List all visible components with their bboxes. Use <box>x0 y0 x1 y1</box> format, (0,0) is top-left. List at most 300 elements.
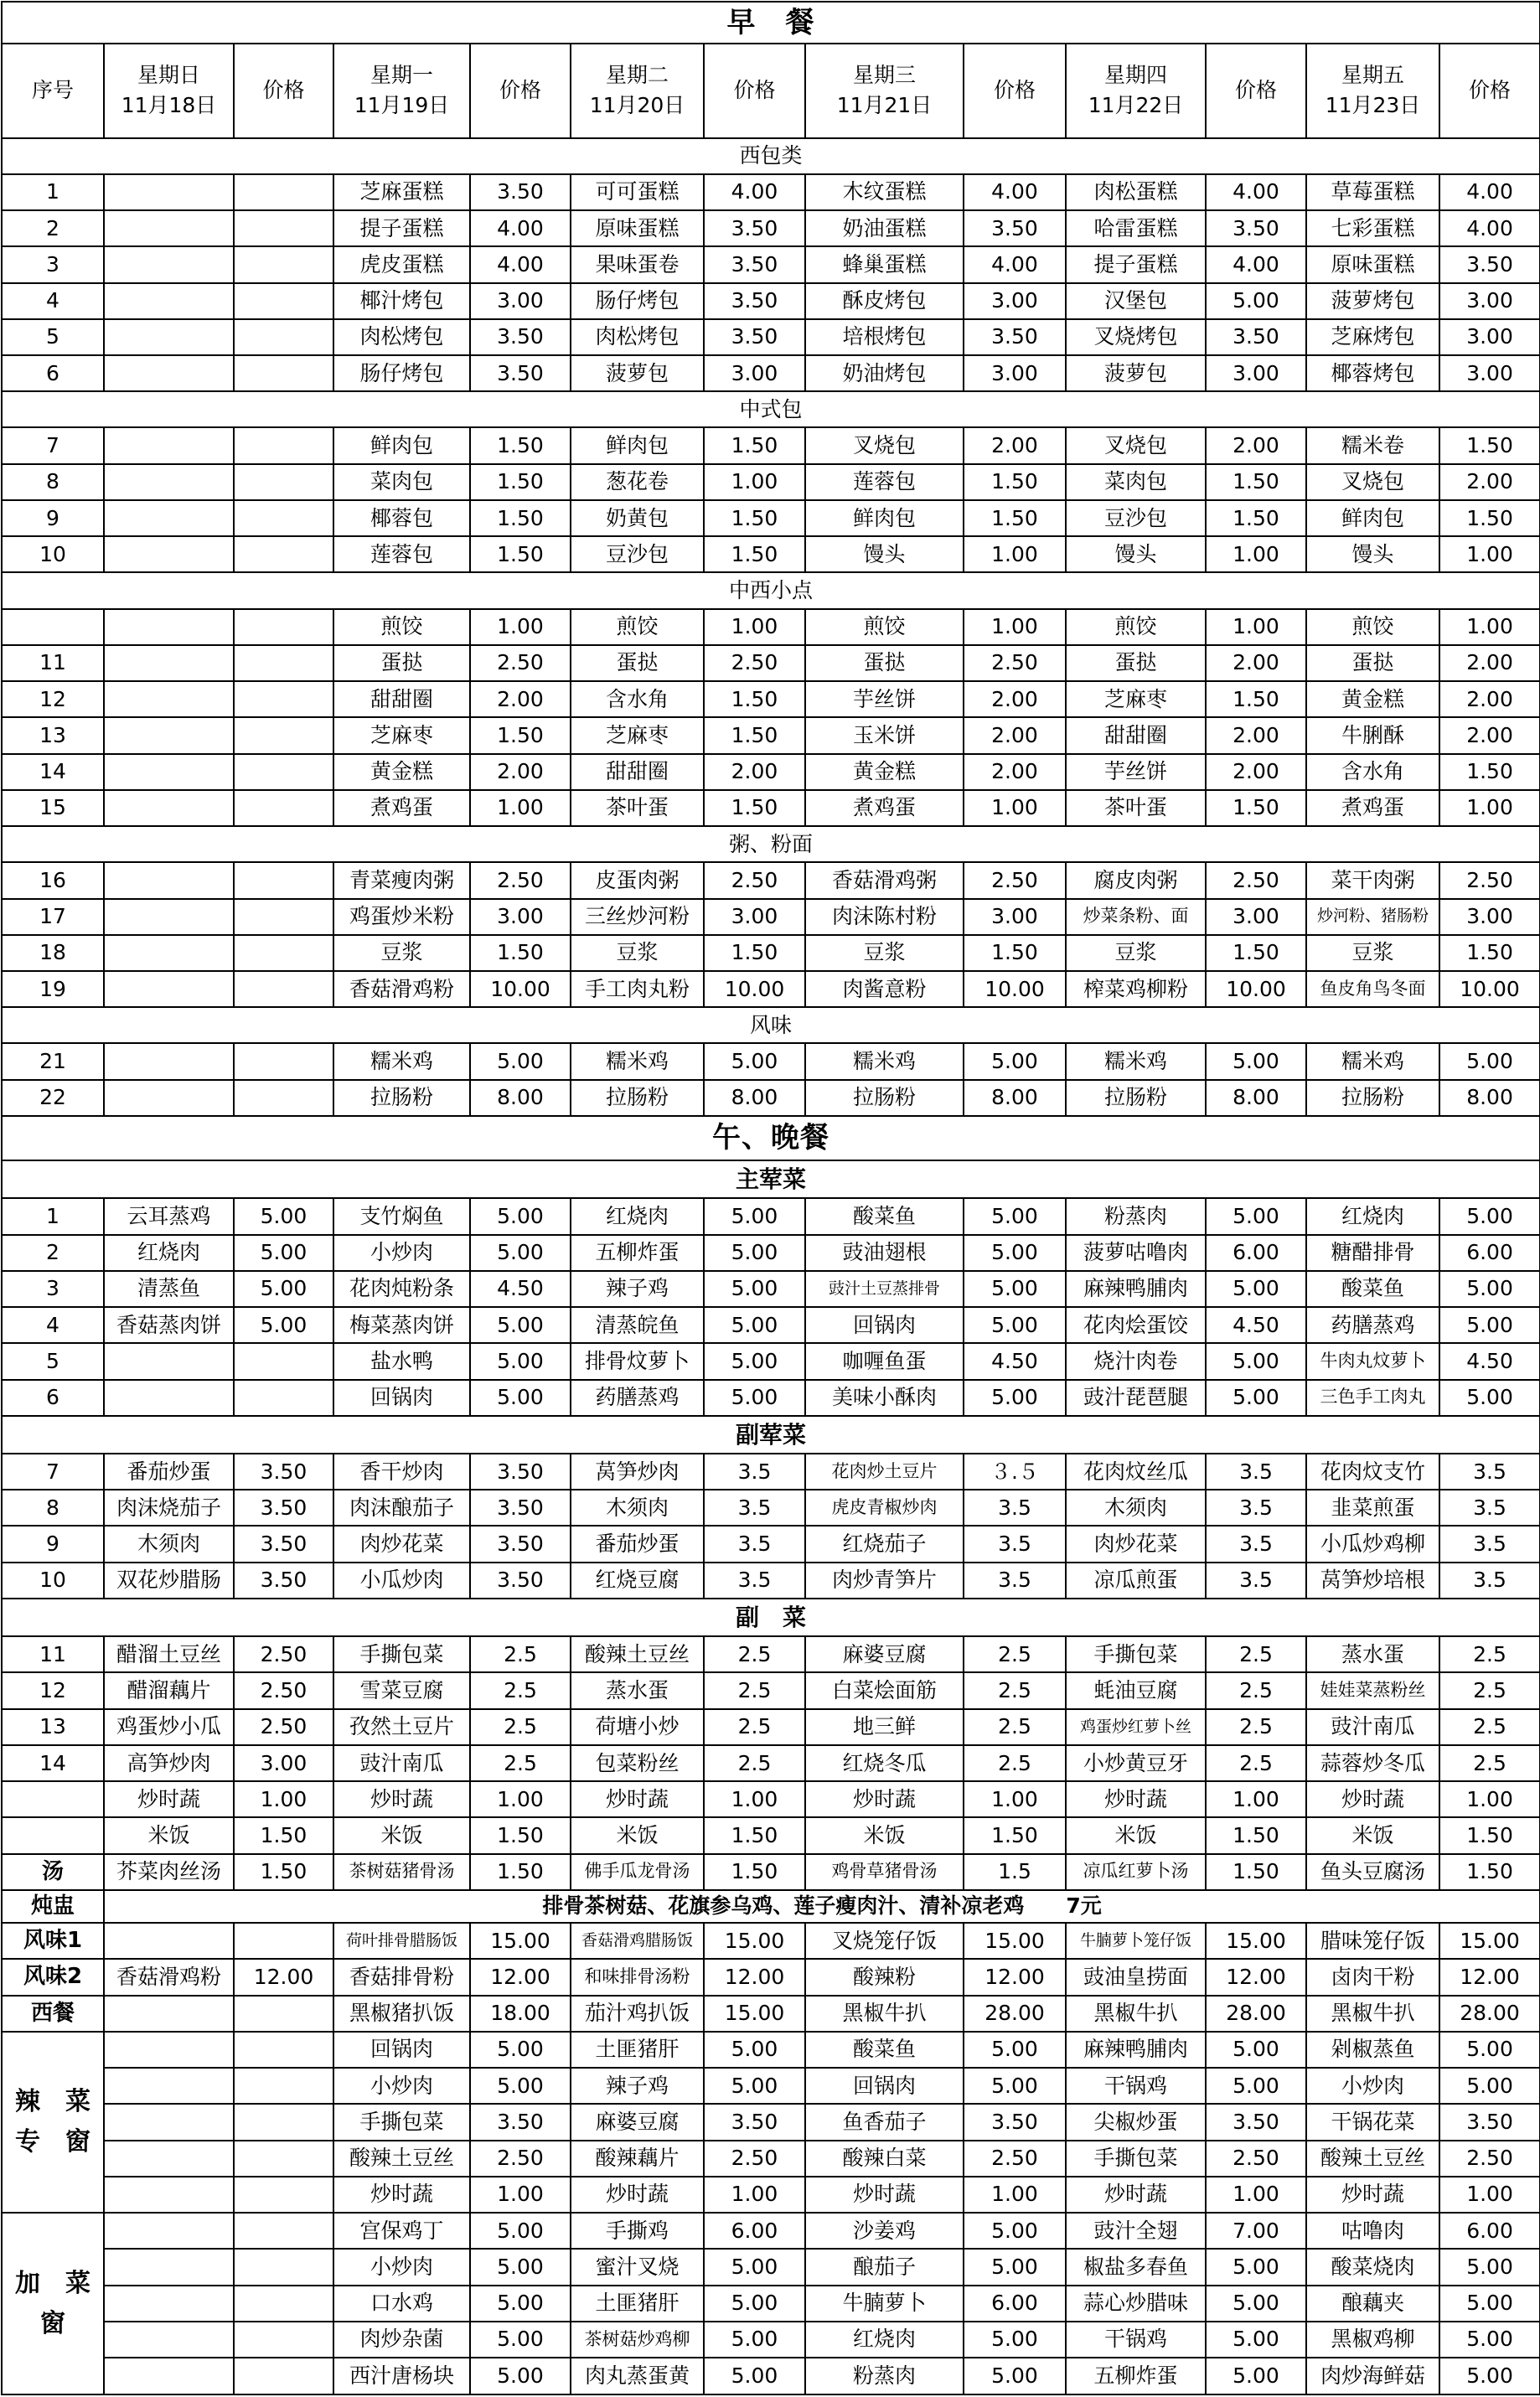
price-cell: 1.00 <box>704 609 805 645</box>
price-cell: 3.50 <box>964 2104 1066 2140</box>
dish-name-cell: 酸辣白菜 <box>805 2141 964 2177</box>
dish-name-cell <box>104 2249 234 2285</box>
dish-name-cell: 白菜烩面筋 <box>805 1672 964 1708</box>
dish-name-cell: 黄金糕 <box>333 754 470 790</box>
row-number: 10 <box>2 1563 104 1599</box>
price-cell: 5.00 <box>704 2249 805 2285</box>
dish-name-cell: 香菇滑鸡粥 <box>805 862 964 898</box>
dish-name-cell: 小炒黄豆牙 <box>1066 1745 1206 1781</box>
price-cell: 5.00 <box>964 2068 1066 2104</box>
dish-name-cell: 雪菜豆腐 <box>333 1672 470 1708</box>
dish-name-cell: 小炒肉 <box>1306 2068 1439 2104</box>
table-row <box>2 1490 1540 1526</box>
dish-name-cell: 馒头 <box>1306 536 1439 572</box>
dish-name-cell <box>104 1080 234 1116</box>
dish-name-cell: 茶叶蛋 <box>1066 790 1206 826</box>
price-cell: 3.5 <box>964 1526 1066 1562</box>
section-row <box>2 391 1540 427</box>
row-number: 9 <box>2 500 104 536</box>
price-cell: 2.5 <box>1439 1709 1540 1745</box>
dish-name-cell: 五柳炸蛋 <box>1066 2358 1206 2394</box>
dish-name-cell: 馒头 <box>1066 536 1206 572</box>
price-cell: 2.50 <box>1439 2141 1540 2177</box>
price-cell: 5.00 <box>1206 2322 1306 2358</box>
price-cell: 1.50 <box>1206 1854 1306 1890</box>
row-number: 10 <box>2 536 104 572</box>
price-cell: 8.00 <box>470 1080 571 1116</box>
table-row <box>2 319 1540 355</box>
price-cell: 7.00 <box>1206 2213 1306 2249</box>
price-cell: 2.00 <box>1439 681 1540 717</box>
dish-name-cell: 麻婆豆腐 <box>571 2104 704 2140</box>
price-cell: 5.00 <box>470 2286 571 2322</box>
special-label: 风味2 <box>2 1959 104 1995</box>
dish-name-cell: 蒜蓉炒冬瓜 <box>1306 1745 1439 1781</box>
dish-name-cell: 原味蛋糕 <box>571 210 704 246</box>
dish-name-cell: 肉酱意粉 <box>805 971 964 1007</box>
dish-name-cell: 粉蒸肉 <box>805 2358 964 2394</box>
special-row <box>2 1923 1540 1959</box>
table-row <box>2 935 1540 971</box>
table-row <box>2 1343 1540 1379</box>
dish-name-cell: 番茄炒蛋 <box>571 1526 704 1562</box>
dish-name-cell: 花肉炆支竹 <box>1306 1454 1439 1490</box>
dish-name-cell: 黑椒牛扒 <box>1066 1996 1206 2032</box>
dish-name-cell: 豉汁南瓜 <box>333 1745 470 1781</box>
dish-name-cell <box>104 427 234 463</box>
price-cell: 1.50 <box>964 935 1066 971</box>
price-cell: 1.00 <box>1206 1781 1306 1817</box>
price-cell <box>234 174 333 210</box>
dish-name-cell: 茶树菇猪骨汤 <box>333 1854 470 1890</box>
header-day-name: 星期五 <box>1341 63 1404 88</box>
dish-name-cell <box>104 283 234 319</box>
header-day-5 <box>1306 44 1439 137</box>
price-cell: 1.50 <box>964 500 1066 536</box>
dish-name-cell: 米饭 <box>1306 1817 1439 1853</box>
price-cell: 2.50 <box>470 862 571 898</box>
lunch-title-row <box>2 1116 1540 1160</box>
price-cell: 1.00 <box>1206 536 1306 572</box>
dish-name-cell: 米饭 <box>571 1817 704 1853</box>
price-cell: 4.00 <box>1439 174 1540 210</box>
price-cell: 3.50 <box>234 1563 333 1599</box>
dish-name-cell: 提子蛋糕 <box>333 210 470 246</box>
dish-name-cell: 牛腩萝卜笼仔饭 <box>1066 1923 1206 1959</box>
price-cell: 5.00 <box>1439 1271 1540 1307</box>
price-cell: 2.00 <box>964 681 1066 717</box>
dish-name-cell: 鸡蛋炒小瓜 <box>104 1709 234 1745</box>
price-cell: 2.00 <box>1206 717 1306 753</box>
price-cell: 5.00 <box>234 1307 333 1343</box>
dish-name-cell: 卤肉干粉 <box>1306 1959 1439 1995</box>
price-cell: 2.5 <box>1439 1745 1540 1781</box>
dish-name-cell: 豆沙包 <box>571 536 704 572</box>
price-cell <box>234 2213 333 2249</box>
dish-name-cell: 甜甜圈 <box>333 681 470 717</box>
dish-name-cell: 蜜汁叉烧 <box>571 2249 704 2285</box>
dish-name-cell: 红烧肉 <box>104 1235 234 1271</box>
price-cell: 5.00 <box>1439 1043 1540 1079</box>
dish-name-cell: 凉瓜红萝卜汤 <box>1066 1854 1206 1890</box>
price-cell <box>234 2104 333 2140</box>
dish-name-cell: 虎皮蛋糕 <box>333 246 470 282</box>
price-cell: 2.00 <box>1439 645 1540 681</box>
price-cell: 3.50 <box>1439 2104 1540 2140</box>
dish-name-cell: 蜂巢蛋糕 <box>805 246 964 282</box>
dish-name-cell: 支竹焖鱼 <box>333 1198 470 1234</box>
price-cell: 1.50 <box>704 717 805 753</box>
price-cell: 5.00 <box>470 1307 571 1343</box>
dish-name-cell: 干锅鸡 <box>1066 2322 1206 2358</box>
price-cell: 1.50 <box>470 500 571 536</box>
row-number <box>2 609 104 645</box>
price-cell: 5.00 <box>470 2068 571 2104</box>
dish-name-cell: 肉沫酿茄子 <box>333 1490 470 1526</box>
dish-name-cell <box>104 210 234 246</box>
price-cell: 4.50 <box>1206 1307 1306 1343</box>
dish-name-cell: 叉烧包 <box>1066 427 1206 463</box>
dish-name-cell: 土匪猪肝 <box>571 2032 704 2068</box>
price-cell: 3.50 <box>470 319 571 355</box>
dish-name-cell: 米饭 <box>333 1817 470 1853</box>
price-cell: 5.00 <box>964 2322 1066 2358</box>
table-row <box>2 862 1540 898</box>
price-cell <box>234 717 333 753</box>
price-cell: 5.00 <box>470 2249 571 2285</box>
row-number: 7 <box>2 1454 104 1490</box>
price-cell: 3.00 <box>1439 319 1540 355</box>
row-number: 5 <box>2 319 104 355</box>
price-cell: 1.50 <box>1439 1817 1540 1853</box>
dish-name-cell: 手撕包菜 <box>1066 2141 1206 2177</box>
price-cell: 1.50 <box>704 536 805 572</box>
price-cell: 3.50 <box>470 1526 571 1562</box>
dish-name-cell: 果味蛋卷 <box>571 246 704 282</box>
dish-name-cell: 肉炒海鲜菇 <box>1306 2358 1439 2394</box>
price-cell: 3.5 <box>964 1490 1066 1526</box>
price-cell: 2.5 <box>1206 1745 1306 1781</box>
dish-name-cell: 含水角 <box>571 681 704 717</box>
dish-name-cell <box>104 609 234 645</box>
dish-name-cell: 煎饺 <box>1066 609 1206 645</box>
price-cell: 5.00 <box>704 1343 805 1379</box>
table-row <box>2 1271 1540 1307</box>
dish-name-cell: 肉沫陈村粉 <box>805 899 964 935</box>
price-cell: 1.00 <box>1439 1781 1540 1817</box>
price-cell: 15.00 <box>704 1996 805 2032</box>
section-row <box>2 826 1540 862</box>
dish-name-cell: 肉松烤包 <box>333 319 470 355</box>
dish-name-cell: 佛手瓜龙骨汤 <box>571 1854 704 1890</box>
row-number: 4 <box>2 283 104 319</box>
dish-name-cell: 手撕包菜 <box>333 2104 470 2140</box>
section-row <box>2 1007 1540 1043</box>
dish-name-cell <box>104 2213 234 2249</box>
dish-name-cell: 香干炒肉 <box>333 1454 470 1490</box>
dish-name-cell <box>104 1380 234 1416</box>
table-row <box>2 1080 1540 1116</box>
price-cell: 2.50 <box>964 645 1066 681</box>
dish-name-cell: 莲蓉包 <box>805 464 964 500</box>
price-cell <box>234 2358 333 2394</box>
price-cell: 12.00 <box>470 1959 571 1995</box>
header-price: 价格 <box>1439 44 1540 137</box>
table-row <box>2 2032 1540 2068</box>
dish-name-cell: 口水鸡 <box>333 2286 470 2322</box>
price-cell: 5.00 <box>1206 1343 1306 1379</box>
price-cell <box>234 464 333 500</box>
dish-name-cell: 甜甜圈 <box>571 754 704 790</box>
dish-name-cell: 红烧豆腐 <box>571 1563 704 1599</box>
price-cell: 10.00 <box>964 971 1066 1007</box>
price-cell: 3.5 <box>704 1454 805 1490</box>
dish-name-cell: 馒头 <box>805 536 964 572</box>
table-row <box>2 500 1540 536</box>
dish-name-cell <box>104 899 234 935</box>
price-cell: 5.00 <box>1439 2032 1540 2068</box>
row-number: 4 <box>2 1307 104 1343</box>
price-cell: 3.50 <box>704 283 805 319</box>
dish-name-cell: 葱花卷 <box>571 464 704 500</box>
dish-name-cell: 皮蛋肉粥 <box>571 862 704 898</box>
price-cell: 1.00 <box>704 2177 805 2213</box>
breakfast-title-row <box>2 2 1540 44</box>
dish-name-cell: 炒时蔬 <box>104 1781 234 1817</box>
dish-name-cell <box>104 645 234 681</box>
price-cell <box>234 2249 333 2285</box>
price-cell: 28.00 <box>1439 1996 1540 2032</box>
price-cell: 5.00 <box>234 1235 333 1271</box>
section-title: 中式包 <box>2 391 1540 427</box>
price-cell: 1.50 <box>234 1817 333 1853</box>
price-cell: 1.50 <box>704 1854 805 1890</box>
price-cell: 1.00 <box>1206 2177 1306 2213</box>
row-number: 1 <box>2 174 104 210</box>
dish-name-cell: 炒时蔬 <box>1306 2177 1439 2213</box>
price-cell: 3.50 <box>1206 2104 1306 2140</box>
price-cell: 2.5 <box>1206 1709 1306 1745</box>
table-row <box>2 1854 1540 1890</box>
price-cell: 1.00 <box>234 1781 333 1817</box>
table-row <box>2 1781 1540 1817</box>
table-row <box>2 536 1540 572</box>
dish-name-cell: 肉沫烧茄子 <box>104 1490 234 1526</box>
price-cell: 3.5 <box>1439 1490 1540 1526</box>
row-number: 6 <box>2 1380 104 1416</box>
price-cell: 4.00 <box>470 210 571 246</box>
price-cell: 1.00 <box>470 790 571 826</box>
dish-name-cell: 酸菜烧肉 <box>1306 2249 1439 2285</box>
dish-name-cell: 清蒸鱼 <box>104 1271 234 1307</box>
price-cell: 5.00 <box>964 2249 1066 2285</box>
dish-name-cell: 烧汁肉卷 <box>1066 1343 1206 1379</box>
price-cell: 15.00 <box>470 1923 571 1959</box>
price-cell: 5.00 <box>470 1343 571 1379</box>
price-cell: 15.00 <box>964 1923 1066 1959</box>
price-cell: 2.50 <box>234 1636 333 1672</box>
dish-name-cell: 菜干肉粥 <box>1306 862 1439 898</box>
dish-name-cell: 原味蛋糕 <box>1306 246 1439 282</box>
row-number: 11 <box>2 645 104 681</box>
dish-name-cell: 腊味笼仔饭 <box>1306 1923 1439 1959</box>
breakfast-header-row <box>2 44 1540 137</box>
price-cell: 3.00 <box>704 899 805 935</box>
price-cell: 1.00 <box>704 464 805 500</box>
price-cell: 5.00 <box>1439 2322 1540 2358</box>
header-day-date: 11月18日 <box>121 93 217 118</box>
dish-name-cell <box>104 174 234 210</box>
dish-name-cell: 莴笋炒肉 <box>571 1454 704 1490</box>
price-cell: 8.00 <box>704 1080 805 1116</box>
lunch-title: 午、晚餐 <box>2 1116 1540 1160</box>
price-cell: 5.00 <box>470 1198 571 1234</box>
dish-name-cell: 炒时蔬 <box>333 1781 470 1817</box>
dish-name-cell: 红烧肉 <box>571 1198 704 1234</box>
dish-name-cell: 肉炒青笋片 <box>805 1563 964 1599</box>
price-cell: 3.00 <box>1439 899 1540 935</box>
dish-name-cell: 糯米鸡 <box>1066 1043 1206 1079</box>
header-day-name: 星期一 <box>369 63 433 88</box>
dish-name-cell: 鱼皮角鸟冬面 <box>1306 971 1439 1007</box>
dish-name-cell: 炒菜条粉、面 <box>1066 899 1206 935</box>
dish-name-cell: 鱼香茄子 <box>805 2104 964 2140</box>
row-number: 18 <box>2 935 104 971</box>
price-cell: 5.00 <box>470 1235 571 1271</box>
price-cell: 5.00 <box>1206 2286 1306 2322</box>
dish-name-cell: 煮鸡蛋 <box>333 790 470 826</box>
dish-name-cell: 叉烧包 <box>1306 464 1439 500</box>
dish-name-cell: 黑椒鸡柳 <box>1306 2322 1439 2358</box>
special-label: 风味1 <box>2 1923 104 1959</box>
header-day-4 <box>1066 44 1206 137</box>
price-cell: 5.00 <box>704 1271 805 1307</box>
stew-label: 炖盅 <box>2 1890 104 1923</box>
dish-name-cell: 煎饺 <box>333 609 470 645</box>
price-cell: 1.00 <box>1439 536 1540 572</box>
dish-name-cell: 木纹蛋糕 <box>805 174 964 210</box>
table-row <box>2 2177 1540 2213</box>
price-cell: 1.50 <box>704 500 805 536</box>
dish-name-cell: 小炒肉 <box>333 1235 470 1271</box>
dish-name-cell: 小瓜炒肉 <box>333 1563 470 1599</box>
price-cell: 3.00 <box>704 355 805 391</box>
dish-name-cell: 炒时蔬 <box>333 2177 470 2213</box>
price-cell: 3.5 <box>1206 1490 1306 1526</box>
header-price: 价格 <box>470 44 571 137</box>
row-number: 1 <box>2 1198 104 1234</box>
price-cell: 5.00 <box>1439 2358 1540 2394</box>
price-cell <box>234 971 333 1007</box>
dish-name-cell <box>104 1343 234 1379</box>
price-cell: 2.5 <box>704 1709 805 1745</box>
price-cell: 2.50 <box>964 862 1066 898</box>
dish-name-cell: 荷叶排骨腊肠饭 <box>333 1923 470 1959</box>
dish-name-cell: 双花炒腊肠 <box>104 1563 234 1599</box>
dish-name-cell: 辣子鸡 <box>571 1271 704 1307</box>
section-title: 风味 <box>2 1007 1540 1043</box>
price-cell: 1.00 <box>964 609 1066 645</box>
section-title: 主荤菜 <box>2 1160 1540 1198</box>
dish-name-cell: 芝麻枣 <box>571 717 704 753</box>
dish-name-cell: 可可蛋糕 <box>571 174 704 210</box>
dish-name-cell: 玉米饼 <box>805 717 964 753</box>
table-row <box>2 971 1540 1007</box>
row-number: 3 <box>2 246 104 282</box>
table-row <box>2 2249 1540 2285</box>
dish-name-cell: 炒时蔬 <box>571 1781 704 1817</box>
dish-name-cell: 鲜肉包 <box>1306 500 1439 536</box>
price-cell: 5.00 <box>1439 2286 1540 2322</box>
special-label: 西餐 <box>2 1996 104 2032</box>
price-cell: 2.50 <box>704 2141 805 2177</box>
dish-name-cell: 香菇滑鸡腊肠饭 <box>571 1923 704 1959</box>
price-cell: 3.50 <box>470 2104 571 2140</box>
dish-name-cell <box>104 1996 234 2032</box>
price-cell: 3.5 <box>1439 1454 1540 1490</box>
dish-name-cell: 豆浆 <box>1066 935 1206 971</box>
price-cell <box>234 2032 333 2068</box>
price-cell: 2.00 <box>1206 427 1306 463</box>
price-cell: 3.00 <box>964 283 1066 319</box>
table-row <box>2 1563 1540 1599</box>
header-day-name: 星期日 <box>137 63 200 88</box>
price-cell: 5.00 <box>234 1271 333 1307</box>
price-cell: 12.00 <box>1439 1959 1540 1995</box>
price-cell: 2.50 <box>964 2141 1066 2177</box>
dish-name-cell: 豉汁南瓜 <box>1306 1709 1439 1745</box>
dish-name-cell: 云耳蒸鸡 <box>104 1198 234 1234</box>
table-row <box>2 1672 1540 1708</box>
dish-name-cell: 牛腩萝卜 <box>805 2286 964 2322</box>
dish-name-cell: 豉汁全翅 <box>1066 2213 1206 2249</box>
price-cell: 1.50 <box>234 1854 333 1890</box>
price-cell: 1.00 <box>1439 2177 1540 2213</box>
dish-name-cell <box>104 2177 234 2213</box>
dish-name-cell <box>104 2358 234 2394</box>
dish-name-cell: 酸辣土豆丝 <box>571 1636 704 1672</box>
price-cell <box>234 754 333 790</box>
price-cell: 5.00 <box>1439 1198 1540 1234</box>
dish-name-cell: 三色手工肉丸 <box>1306 1380 1439 1416</box>
dish-name-cell: 哈雷蛋糕 <box>1066 210 1206 246</box>
table-row <box>2 2141 1540 2177</box>
price-cell: 3.5 <box>704 1490 805 1526</box>
dish-name-cell: 甜甜圈 <box>1066 717 1206 753</box>
section-title: 粥、粉面 <box>2 826 1540 862</box>
dish-name-cell <box>104 2322 234 2358</box>
dish-name-cell: 酸辣土豆丝 <box>333 2141 470 2177</box>
dish-name-cell <box>104 2104 234 2140</box>
dish-name-cell: 奶黄包 <box>571 500 704 536</box>
special-row <box>2 1959 1540 1995</box>
section-row <box>2 1160 1540 1198</box>
dish-name-cell: 牛肉丸炆萝卜 <box>1306 1343 1439 1379</box>
table-row <box>2 609 1540 645</box>
price-cell <box>234 1080 333 1116</box>
dish-name-cell: 茶树菇炒鸡柳 <box>571 2322 704 2358</box>
price-cell: 3.5 <box>704 1563 805 1599</box>
dish-name-cell: 手撕鸡 <box>571 2213 704 2249</box>
dish-name-cell: 土匪猪肝 <box>571 2286 704 2322</box>
dish-name-cell: 西汁唐杨块 <box>333 2358 470 2394</box>
price-cell <box>234 283 333 319</box>
price-cell: 1.50 <box>704 790 805 826</box>
price-cell: 5.00 <box>704 2286 805 2322</box>
dish-name-cell: 药膳蒸鸡 <box>571 1380 704 1416</box>
price-cell: 4.00 <box>1439 210 1540 246</box>
dish-name-cell: 美味小酥肉 <box>805 1380 964 1416</box>
